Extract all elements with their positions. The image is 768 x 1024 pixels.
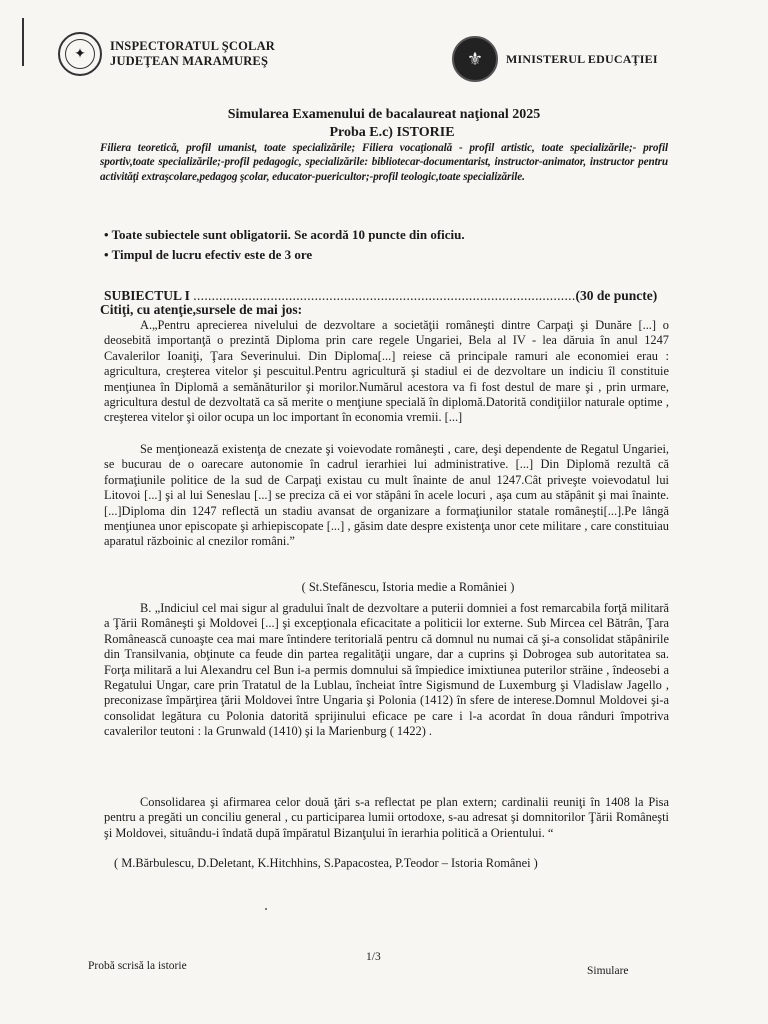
ministry-header bbox=[452, 36, 658, 82]
footer-right: Simulare bbox=[587, 965, 629, 977]
exam-subtitle: Proba E.c) ISTORIE bbox=[329, 125, 455, 140]
source-a-citation: ( St.Stefănescu, Istoria medie a României ) bbox=[301, 580, 515, 594]
instruction-item: • Toate subiectele sunt obligatorii. Se acordă 10 puncte din oficiu. bbox=[104, 227, 465, 242]
source-b-paragraph-2: Consolidarea şi afirmarea celor două ţări s-a reflectat pe plan extern; cardinalii reuniţi în 1408 la Pisa pentru a pregăti un conciliu general , cu participarea lumii ortodoxe, s-au adresat şi domnitorilor Ţării Româneşti şi Moldovei, situându-i îndată după împăratul Bizanţului în ierarhia politică a Orientului. “ bbox=[104, 795, 669, 840]
instruction-item: • Timpul de lucru efectiv este de 3 ore bbox=[104, 247, 313, 262]
ministry-title: MINISTERUL EDUCAŢIEI bbox=[506, 51, 658, 66]
source-a-paragraph-1: A.„Pentru aprecierea nivelului de dezvoltare a societăţii româneşti dintre Carpaţi şi Dunăre [...] o deosebită importanţă o prezintă Diploma prin care regele Ungariei, Bela al IV - lea dăruia în anul 1247 Cavalerilor Ioaniţi, Ţara Severinului. Din Diploma[...] reiese că principale ramuri ale economiei erau : agricultura, creşterea vitelor şi pescuitul.Pentru agricultură şi stadiul ei de dezvoltare un indiciu îl constituie menţiunea în Diplomă a semănăturilor şi morilor.Numărul acestora va fi fost destul de mare şi , prin urmare, agricultura destul de dezvoltată ca să merite o menţiune specială în diplomă.Datorită condiţiilor naturale optime , creşterea vitelor şi oilor ocupa un loc important în economia vremii. [...] bbox=[104, 318, 669, 425]
source-a-paragraph-2: Se menţionează existenţa de cnezate şi voievodate româneşti , care, deşi dependente de Regatul Ungariei, se bucurau de o oarecare autonomie în cadrul ierarhiei lui administrative. [...] Din Diplomă rezultă că formaţiunile politice de la sud de Carpaţi existau cu mult înainte de anul 1247.Cât priveşte voievodatul lui Litovoi [...] şi al lui Seneslau [...] se preciza că ei vor stăpâni în acele locuri , aşa cum au stăpânit şi mai înainte.[...]Diploma din 1247 reflectă un stadiu avansat de organizare a formaţiunilor statale româneşti[...].Pe lângă menţiunea unor episcopate şi arhiepiscopate [...] , găsim date despre existenţa unor cete militare , care constituiau aparatul războinic al cnezilor români.” bbox=[104, 442, 669, 549]
source-b-paragraph-1: B. „Indiciul cel mai sigur al gradului înalt de dezvoltare a puterii domniei a fost remarcabila forţă militară a Ţării Româneşti şi Moldovei [...] şi excepţionala eficacitate a politicii lor externe. Sub Mircea cel Bătrân, Ţara Românească cunoaşte cea mai mare întindere teritorială pentru că domnul nu numai că şi-a consolidat stăpânirile din Transilvania, obţinute ca feude din partea regalităţii ungare, dar a cuprins şi Dobrogea sub autoritatea sa. Forţa militară a lui Alexandru cel Bun i-a permis domnului să împiedice imixtiunea puterilor străine , îndeosebi a Regatului Ungar, care prin Tratatul de la Lublau, încheiat între Sigismund de Luxemburg şi Vladislaw Jagello , preconizase împărţirea ţării Moldovei între Ungaria şi Polonia (1412) în sfere de interese.Domnul Moldovei şi-a consolidat legătura cu Polonia datorită sprijinului eficace pe care i l-a acordat în doua rânduri împotriva cavalerilor teutoni : la Grunwald (1410) şi la Marienburg ( 1422) . bbox=[104, 601, 669, 739]
source-b-citation: ( M.Bărbulescu, D.Deletant, K.Hitchhins, S.Papacostea, P.Teodor – Istoria Românei ) bbox=[114, 856, 538, 870]
subject-dots: ........................................................................................................ bbox=[193, 288, 576, 303]
inspectorate-seal-icon: ✦ bbox=[58, 32, 102, 76]
inspectorate-header bbox=[58, 32, 275, 76]
filiera-text: Filiera teoretică, profil umanist, toate specializările; Filiera vocaţională - profil artistic, toate specializările;- profil sportiv,toate specializările;-profil pedagogic, specializările: bibliotecar-documentarist, instructor-animator, instructor pentru activităţi extraşcolare,pedagog şcolar, educator-puericultor;-profil teologic,toate specializările. bbox=[100, 142, 668, 183]
inspectorate-line1: INSPECTORATUL ŞCOLAR bbox=[110, 39, 276, 53]
page-number: 1/3 bbox=[366, 951, 381, 963]
ministry-emblem-icon: ⚜ bbox=[452, 36, 498, 82]
subject-label: SUBIECTUL I bbox=[104, 288, 190, 303]
scan-speck bbox=[265, 908, 267, 910]
instructions bbox=[104, 226, 465, 266]
margin-line bbox=[22, 18, 24, 66]
subject-points: (30 de puncte) bbox=[575, 288, 658, 303]
read-instruction: Citiţi, cu atenţie,sursele de mai jos: bbox=[100, 302, 303, 317]
inspectorate-line2: JUDEŢEAN MARAMUREŞ bbox=[110, 54, 269, 68]
footer-left: Probă scrisă la istorie bbox=[88, 960, 187, 972]
exam-title: Simularea Examenului de bacalaureat naţional 2025 bbox=[227, 107, 541, 122]
